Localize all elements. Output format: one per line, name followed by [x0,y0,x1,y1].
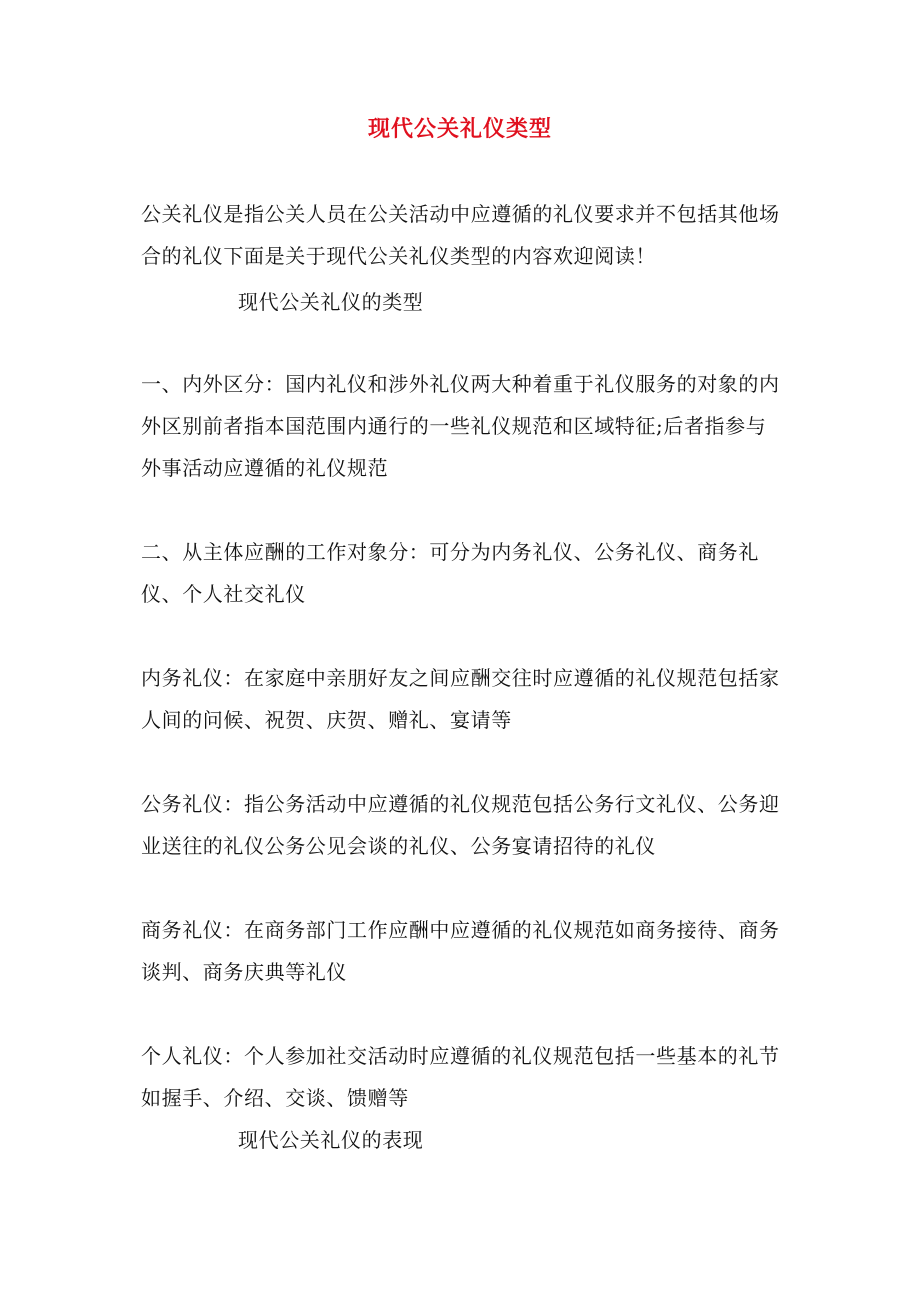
paragraph-personal-etiquette: 个人礼仪：个人参加社交活动时应遵循的礼仪规范包括一些基本的礼节如握手、介绍、交谈、馈赠等 [141,1044,780,1110]
paragraph-official-etiquette: 公务礼仪：指公务活动中应遵循的礼仪规范包括公务行文礼仪、公务迎业送往的礼仪公务公见会谈的礼仪、公务宴请招待的礼仪 [141,792,780,858]
document-title: 现代公关礼仪类型 [367,116,552,142]
section-domestic-foreign: 一、内外区分：国内礼仪和涉外礼仪两大种着重于礼仪服务的对象的内外区别前者指本国范围内通行的一些礼仪规范和区域特征;后者指参与外事活动应遵循的礼仪规范 [141,372,780,480]
paragraph-internal-etiquette: 内务礼仪：在家庭中亲朋好友之间应酬交往时应遵循的礼仪规范包括家人间的问候、祝贺、庆贺、赠礼、宴请等 [141,666,780,732]
paragraph-business-etiquette: 商务礼仪：在商务部门工作应酬中应遵循的礼仪规范如商务接待、商务谈判、商务庆典等礼仪 [141,918,780,984]
intro-paragraph: 公关礼仪是指公关人员在公关活动中应遵循的礼仪要求并不包括其他场合的礼仪下面是关于现代公关礼仪类型的内容欢迎阅读！ [141,202,780,268]
section-work-object: 二、从主体应酬的工作对象分：可分为内务礼仪、公务礼仪、商务礼仪、个人社交礼仪 [141,540,759,606]
subheading-manifest: 现代公关礼仪的表现 [238,1128,424,1152]
subheading-types: 现代公关礼仪的类型 [238,290,424,314]
